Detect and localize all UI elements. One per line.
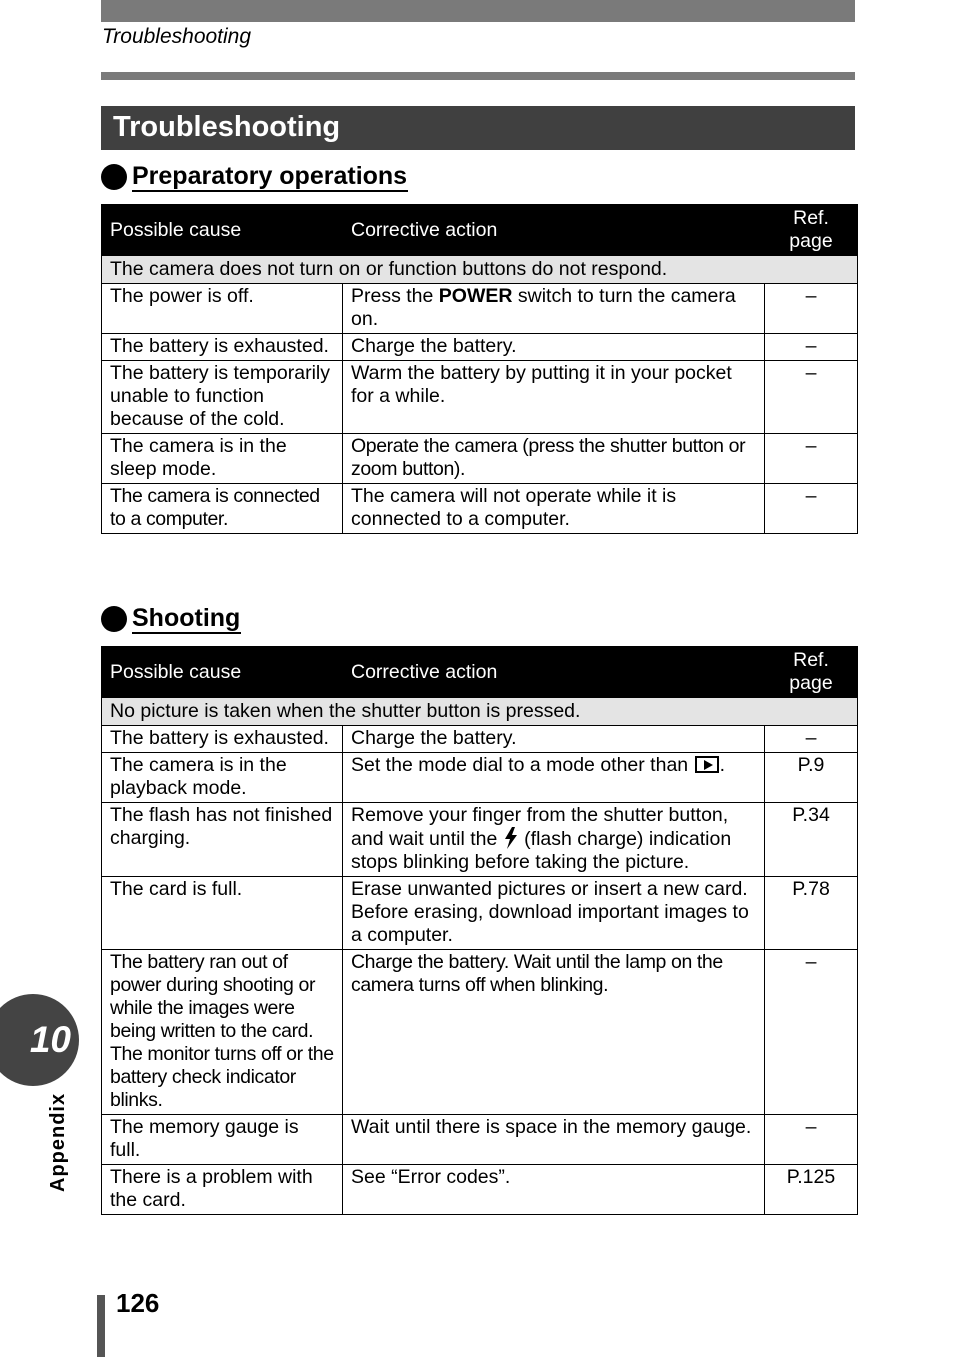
cause-cell: The battery is exhausted. xyxy=(102,334,343,361)
page-number-bar xyxy=(97,1295,105,1357)
column-header-cause: Possible cause xyxy=(102,205,343,256)
action-cell: Set the mode dial to a mode other than . xyxy=(343,753,765,803)
ref-cell: P.9 xyxy=(765,753,858,803)
cause-cell: There is a problem with the card. xyxy=(102,1165,343,1215)
cause-cell: The memory gauge is full. xyxy=(102,1115,343,1165)
cause-cell: The camera is in the sleep mode. xyxy=(102,434,343,484)
table-row xyxy=(102,726,858,753)
ref-cell: – xyxy=(765,726,858,753)
ref-cell: – xyxy=(765,950,858,1115)
cause-cell: The battery ran out of power during shooting or while the images were being written to the card. The monitor turns off or the battery check indicator blinks. xyxy=(102,950,343,1115)
table-row xyxy=(102,434,858,484)
bullet-dot-icon xyxy=(101,164,127,190)
problem-text: The camera does not turn on or function buttons do not respond. xyxy=(102,256,858,284)
problem-text: No picture is taken when the shutter button is pressed. xyxy=(102,698,858,726)
preparatory-operations-table xyxy=(101,204,858,534)
ref-cell: – xyxy=(765,434,858,484)
table-row xyxy=(102,361,858,434)
table-row xyxy=(102,950,858,1115)
column-header-ref: Ref. page xyxy=(765,205,858,256)
ref-cell: – xyxy=(765,484,858,534)
problem-row xyxy=(102,698,858,726)
table-header-row xyxy=(102,205,858,256)
page-number: 126 xyxy=(116,1288,160,1318)
column-header-action: Corrective action xyxy=(343,205,765,256)
page-title: Troubleshooting xyxy=(101,106,855,150)
table-row xyxy=(102,334,858,361)
table-row xyxy=(102,284,858,334)
table-row xyxy=(102,803,858,877)
table-row xyxy=(102,753,858,803)
action-cell: Wait until there is space in the memory gauge. xyxy=(343,1115,765,1165)
action-cell: Charge the battery. xyxy=(343,334,765,361)
problem-row xyxy=(102,256,858,284)
action-cell: Operate the camera (press the shutter button or zoom button). xyxy=(343,434,765,484)
section-heading-preparatory xyxy=(101,161,408,193)
header-divider xyxy=(101,72,855,80)
running-header: Troubleshooting xyxy=(102,25,252,48)
section-heading-text: Shooting xyxy=(132,604,241,632)
column-header-action: Corrective action xyxy=(343,647,765,698)
top-rule xyxy=(101,0,855,22)
cause-cell: The power is off. xyxy=(102,284,343,334)
cause-cell: The battery is temporarily unable to function because of the cold. xyxy=(102,361,343,434)
action-cell: See “Error codes”. xyxy=(343,1165,765,1215)
action-cell: Remove your finger from the shutter button, and wait until the (flash charge) indication stops blinking before taking the picture. xyxy=(343,803,765,877)
cause-cell: The card is full. xyxy=(102,877,343,950)
cause-cell: The battery is exhausted. xyxy=(102,726,343,753)
table-header-row xyxy=(102,647,858,698)
action-cell: Erase unwanted pictures or insert a new card. Before erasing, download important images to a computer. xyxy=(343,877,765,950)
table-row xyxy=(102,1115,858,1165)
ref-cell: – xyxy=(765,284,858,334)
table-row xyxy=(102,1165,858,1215)
ref-cell: – xyxy=(765,334,858,361)
table-row xyxy=(102,877,858,950)
chapter-label: Appendix xyxy=(47,1092,69,1192)
column-header-ref: Ref. page xyxy=(765,647,858,698)
action-cell: The camera will not operate while it is connected to a computer. xyxy=(343,484,765,534)
action-cell: Charge the battery. Wait until the lamp on the camera turns off when blinking. xyxy=(343,950,765,1115)
shooting-table xyxy=(101,646,858,1215)
cause-cell: The flash has not finished charging. xyxy=(102,803,343,877)
ref-cell: P.34 xyxy=(765,803,858,877)
chapter-tab xyxy=(0,994,79,1086)
section-heading-text: Preparatory operations xyxy=(132,162,408,190)
cause-cell: The camera is connected to a computer. xyxy=(102,484,343,534)
table-row xyxy=(102,484,858,534)
ref-cell: – xyxy=(765,361,858,434)
bullet-dot-icon xyxy=(101,606,127,632)
action-cell: Charge the battery. xyxy=(343,726,765,753)
ref-cell: P.125 xyxy=(765,1165,858,1215)
section-heading-shooting xyxy=(101,603,241,635)
playback-icon xyxy=(695,756,719,773)
column-header-cause: Possible cause xyxy=(102,647,343,698)
power-switch-label: POWER xyxy=(438,285,513,307)
ref-cell: P.78 xyxy=(765,877,858,950)
chapter-number: 10 xyxy=(29,1019,71,1060)
ref-cell: – xyxy=(765,1115,858,1165)
action-cell: Warm the battery by putting it in your pocket for a while. xyxy=(343,361,765,434)
flash-charge-icon xyxy=(503,827,519,849)
action-cell: Press the POWER switch to turn the camera on. xyxy=(343,284,765,334)
cause-cell: The camera is in the playback mode. xyxy=(102,753,343,803)
